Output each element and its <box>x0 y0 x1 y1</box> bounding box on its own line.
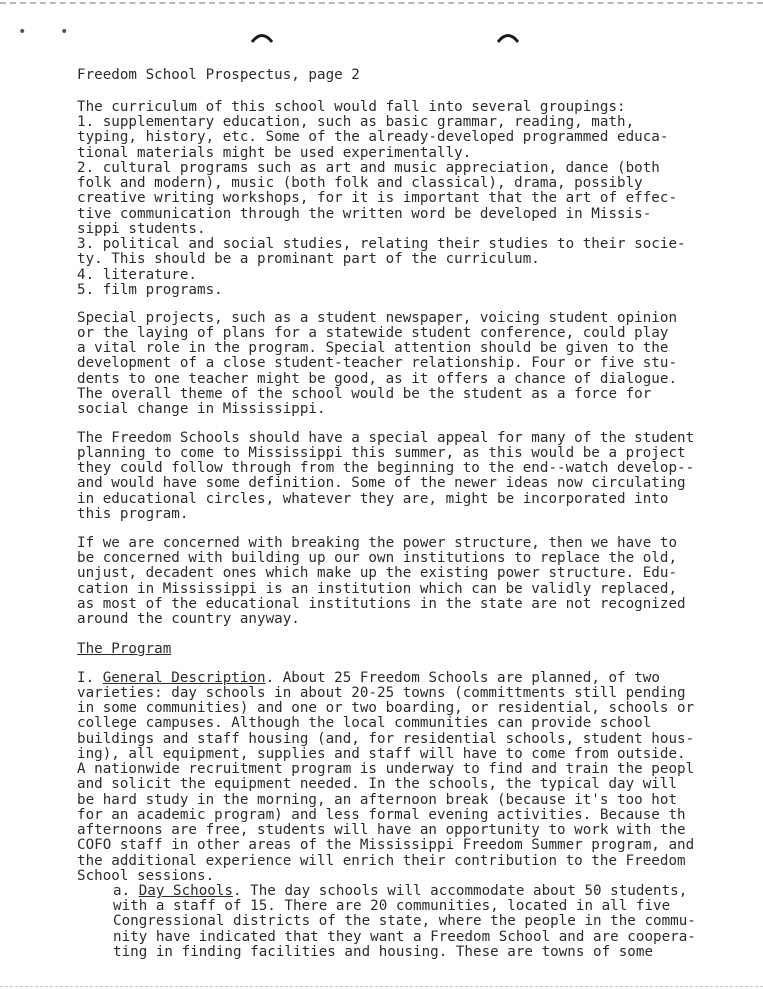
list-letter: a. <box>113 883 139 899</box>
text-run: . About 25 Freedom Schools are planned, of two <box>265 670 660 686</box>
text-line: If we are concerned with breaking the power structure, then we have to <box>77 535 678 551</box>
page-top-edge <box>0 2 763 4</box>
text-line: be concerned with building up our own institutions to replace the old, <box>77 550 678 566</box>
text-line: folk and modern), music (both folk and classical), drama, possibly <box>77 175 643 191</box>
text-line: sippi students. <box>77 221 206 237</box>
text-line: be hard study in the morning, an afternoon break (because it's too hot <box>77 792 678 808</box>
text-line: 3. political and social studies, relating their studies to their socie- <box>77 236 686 252</box>
text-line: in some communities) and one or two boarding, or residential, schools or <box>77 700 695 716</box>
text-line: 4. literature. <box>77 267 198 283</box>
text-line: typing, history, etc. Some of the already-developed programmed educa- <box>77 129 669 145</box>
text-line: The Freedom Schools should have a special appeal for many of the student <box>77 430 695 446</box>
text-run: . The day schools will accommodate about 50 students, <box>233 883 688 899</box>
text-line: ting in finding facilities and housing. These are towns of some <box>113 944 654 960</box>
margin-mark: • <box>60 24 69 40</box>
text-line: and would have some definition. Some of the newer ideas now circulating <box>77 475 686 491</box>
page-bottom-edge <box>0 986 763 987</box>
text-line: The curriculum of this school would fall into several groupings: <box>77 99 626 115</box>
subsection-heading: Day Schools <box>138 883 234 899</box>
text-line: with a staff of 15. There are 20 communities, located in all five <box>113 898 671 914</box>
text-line: Special projects, such as a student newspaper, voicing student opinion <box>77 310 678 326</box>
text-line: buildings and staff housing (and, for residential schools, student hous- <box>77 731 695 747</box>
text-line: social change in Mississippi. <box>77 401 326 417</box>
text-line: 1. supplementary education, such as basic grammar, reading, math, <box>77 114 635 130</box>
text-line: 5. film programs. <box>77 282 223 298</box>
text-line: ty. This should be a prominant part of the curriculum. <box>77 251 540 267</box>
text-line: afternoons are free, students will have an opportunity to work with the <box>77 822 686 838</box>
text-line: planning to come to Mississippi this summer, as this would be a project <box>77 445 686 461</box>
text-line: they could follow through from the beginning to the end--watch develop-- <box>77 460 695 476</box>
text-line: varieties: day schools in about 20-25 towns (committments still pending <box>77 685 686 701</box>
text-line: and solicit the equipment needed. In the schools, the typical day will <box>77 776 678 792</box>
text-line: creative writing workshops, for it is important that the art of effec- <box>77 190 678 206</box>
text-line: the additional experience will enrich their contribution to the Freedom <box>77 853 686 869</box>
text-line: this program. <box>77 506 189 522</box>
text-line: ing), all equipment, supplies and staff will have to come from outside. <box>77 746 686 762</box>
text-line: 2. cultural programs such as art and music appreciation, dance (both <box>77 160 660 176</box>
text-line: college campuses. Although the local communities can provide school <box>77 715 652 731</box>
text-line: The overall theme of the school would be the student as a force for <box>77 386 652 402</box>
subsection-heading: General Description <box>102 670 266 686</box>
text-line: cation in Mississippi is an institution which can be validly replaced, <box>77 581 678 597</box>
text-line: unjust, decadent ones which make up the existing power structure. Edu- <box>77 565 678 581</box>
section-heading: The Program <box>77 641 172 657</box>
text-line: dents to one teacher might be good, as it offers a chance of dialogue. <box>77 371 678 387</box>
text-line: A nationwide recruitment program is underway to find and train the peopl <box>77 761 695 777</box>
text-line: or the laying of plans for a statewide student conference, could play <box>77 325 669 341</box>
punch-hole-mark <box>249 31 275 45</box>
text-line: in educational circles, whatever they are, might be incorporated into <box>77 491 669 507</box>
text-line: nity have indicated that they want a Freedom School and are coopera- <box>113 929 696 945</box>
text-line: for an academic program) and less formal evening activities. Because th <box>77 807 686 823</box>
text-line: as most of the educational institutions in the state are not recognized <box>77 596 686 612</box>
text-line: a vital role in the program. Special attention should be given to the <box>77 340 669 356</box>
margin-mark: • <box>18 24 27 40</box>
text-line: around the country anyway. <box>77 611 300 627</box>
text-line: tional materials might be used experimentally. <box>77 145 472 161</box>
text-line: Congressional districts of the state, where the people in the commu- <box>113 913 696 929</box>
section-number: I. <box>77 670 103 686</box>
text-line: development of a close student-teacher relationship. Four or five stu- <box>77 355 678 371</box>
punch-hole-mark <box>495 31 521 45</box>
page-title: Freedom School Prospectus, page 2 <box>77 67 360 83</box>
text-line: COFO staff in other areas of the Mississippi Freedom Summer program, and <box>77 837 695 853</box>
text-line: tive communication through the written word be developed in Missis- <box>77 206 652 222</box>
text-line: School sessions. <box>77 868 215 884</box>
